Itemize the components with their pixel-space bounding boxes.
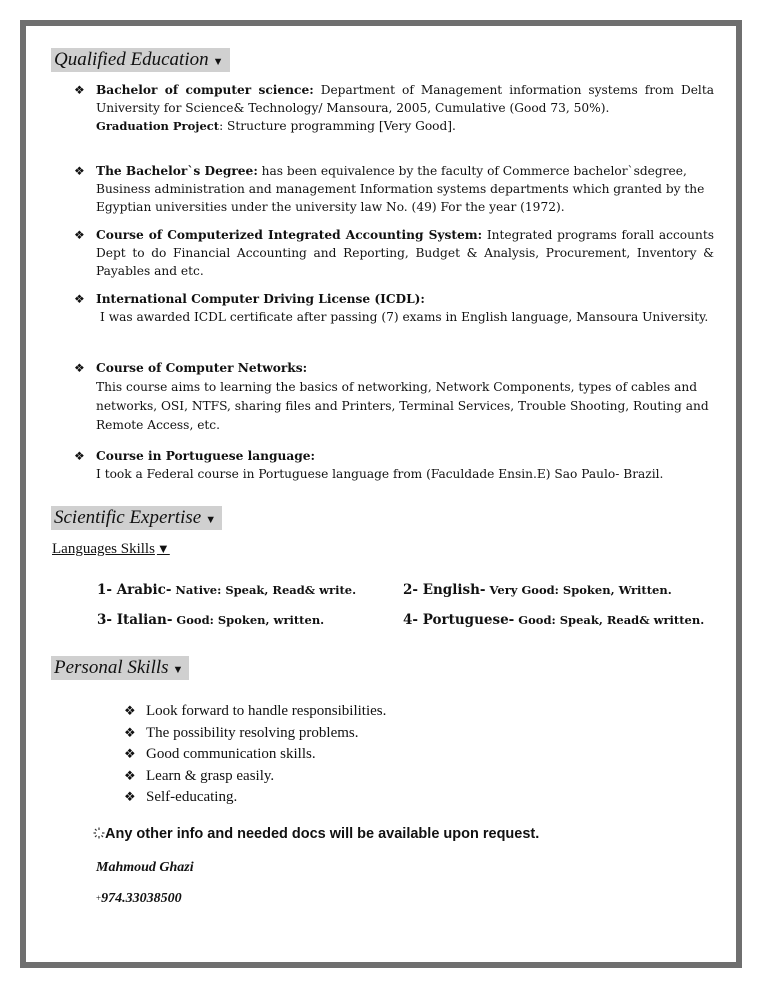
personal-skill-item [124, 746, 316, 763]
languages-skills-label: Languages Skills [52, 541, 155, 557]
diamond-bullet-icon: ❖ [124, 746, 136, 761]
languages-skills-title [52, 541, 170, 558]
triangle-down-icon: ▼ [156, 541, 170, 556]
language-name: 3- Italian- [97, 612, 173, 628]
language-name: 2- English- [403, 582, 486, 598]
education-item-label: Bachelor of computer science: [96, 83, 314, 97]
education-item-label: Course in Portuguese language: [96, 449, 316, 463]
diamond-bullet-icon: ❖ [124, 725, 136, 740]
section-header-education [51, 48, 230, 72]
personal-skill-item [124, 768, 274, 785]
personal-skill-text: Look forward to handle responsibilities. [146, 703, 387, 719]
personal-skill-item [124, 725, 358, 742]
diamond-bullet-icon: ❖ [74, 164, 85, 178]
triangle-down-icon: ▼ [212, 56, 224, 68]
section-header-expertise [51, 506, 222, 530]
signature-name: Mahmoud Ghazi [96, 860, 194, 875]
diamond-bullet-icon: ❖ [124, 789, 136, 804]
personal-skill-item [124, 789, 237, 806]
education-item [74, 226, 714, 280]
education-item-label: The Bachelor`s Degree: [96, 164, 258, 178]
personal-skill-text: Learn & grasp easily. [146, 768, 275, 784]
resume-page [20, 20, 742, 968]
education-item [74, 290, 714, 326]
education-item-text: This course aims to learning the basics of networking, Network Components, types of cables and networks, OSI, NTFS, sharing files and Printers, Terminal Services, Trouble Shooting, Routing and Remote Access, etc. [96, 380, 709, 432]
education-item [74, 162, 714, 216]
sparkle-icon [93, 827, 105, 839]
personal-skill-item [124, 703, 386, 720]
personal-skill-text: Self-educating. [146, 789, 238, 805]
triangle-down-icon: ▼ [172, 664, 184, 676]
triangle-down-icon: ▼ [205, 514, 217, 526]
diamond-bullet-icon: ❖ [74, 228, 85, 242]
diamond-bullet-icon: ❖ [124, 703, 136, 718]
education-item-text: Department of Management information systems from Delta University for Science& Technology/ Mansoura, 2005, Cumulative (Good 73, 50%). [96, 83, 714, 115]
graduation-project-label: Graduation Project [96, 119, 220, 133]
language-item [97, 582, 356, 598]
phone-icon: + [96, 893, 102, 903]
education-item-text: I was awarded ICDL certificate after passing (7) exams in English language, Mansoura University. [100, 310, 709, 324]
language-level: Very Good: Spoken, Written. [485, 583, 672, 597]
language-name: 4- Portuguese- [403, 612, 515, 628]
availability-note-text: Any other info and needed docs will be available upon request. [105, 826, 540, 842]
education-item [74, 81, 714, 135]
diamond-bullet-icon: ❖ [74, 292, 85, 306]
availability-note [93, 826, 539, 842]
personal-skill-text: The possibility resolving problems. [146, 725, 359, 741]
phone-number [96, 891, 182, 907]
education-item [74, 359, 714, 435]
education-item-text: Integrated programs forall accounts Dept to do Financial Accounting and Reporting, Budget & Analysis, Procurement, Inventory & Payables and etc. [96, 228, 714, 278]
education-item-text: has been equivalence by the faculty of Commerce bachelor`sdegree, Business administration and management Information systems departments which granted by the Egyptian universities under the university law No. (49) For the year (1972). [96, 164, 705, 214]
section-title: Qualified Education [54, 49, 209, 70]
diamond-bullet-icon: ❖ [74, 83, 85, 97]
language-level: Good: Spoken, written. [172, 613, 325, 627]
language-name: 1- Arabic- [97, 582, 172, 598]
education-item-label: Course of Computerized Integrated Accounting System: [96, 228, 483, 242]
diamond-bullet-icon: ❖ [74, 361, 85, 375]
language-item [403, 612, 704, 628]
personal-skill-text: Good communication skills. [146, 746, 316, 762]
education-item-label: International Computer Driving License (ICDL): [96, 292, 425, 306]
section-title: Personal Skills [54, 657, 169, 678]
diamond-bullet-icon: ❖ [74, 449, 85, 463]
graduation-project-text: : Structure programming [Very Good]. [219, 119, 456, 133]
language-item [97, 612, 324, 628]
education-item-text: I took a Federal course in Portuguese language from (Faculdade Ensin.E) Sao Paulo- Brazil. [96, 467, 664, 481]
section-title: Scientific Expertise [54, 507, 202, 528]
language-level: Native: Speak, Read& write. [171, 583, 357, 597]
language-level: Good: Speak, Read& written. [514, 613, 705, 627]
education-item [74, 447, 714, 483]
phone-number-text: 974.33038500 [101, 891, 182, 906]
education-item-label: Course of Computer Networks: [96, 361, 308, 375]
diamond-bullet-icon: ❖ [124, 768, 136, 783]
language-item [403, 582, 672, 598]
section-header-personal [51, 656, 189, 680]
